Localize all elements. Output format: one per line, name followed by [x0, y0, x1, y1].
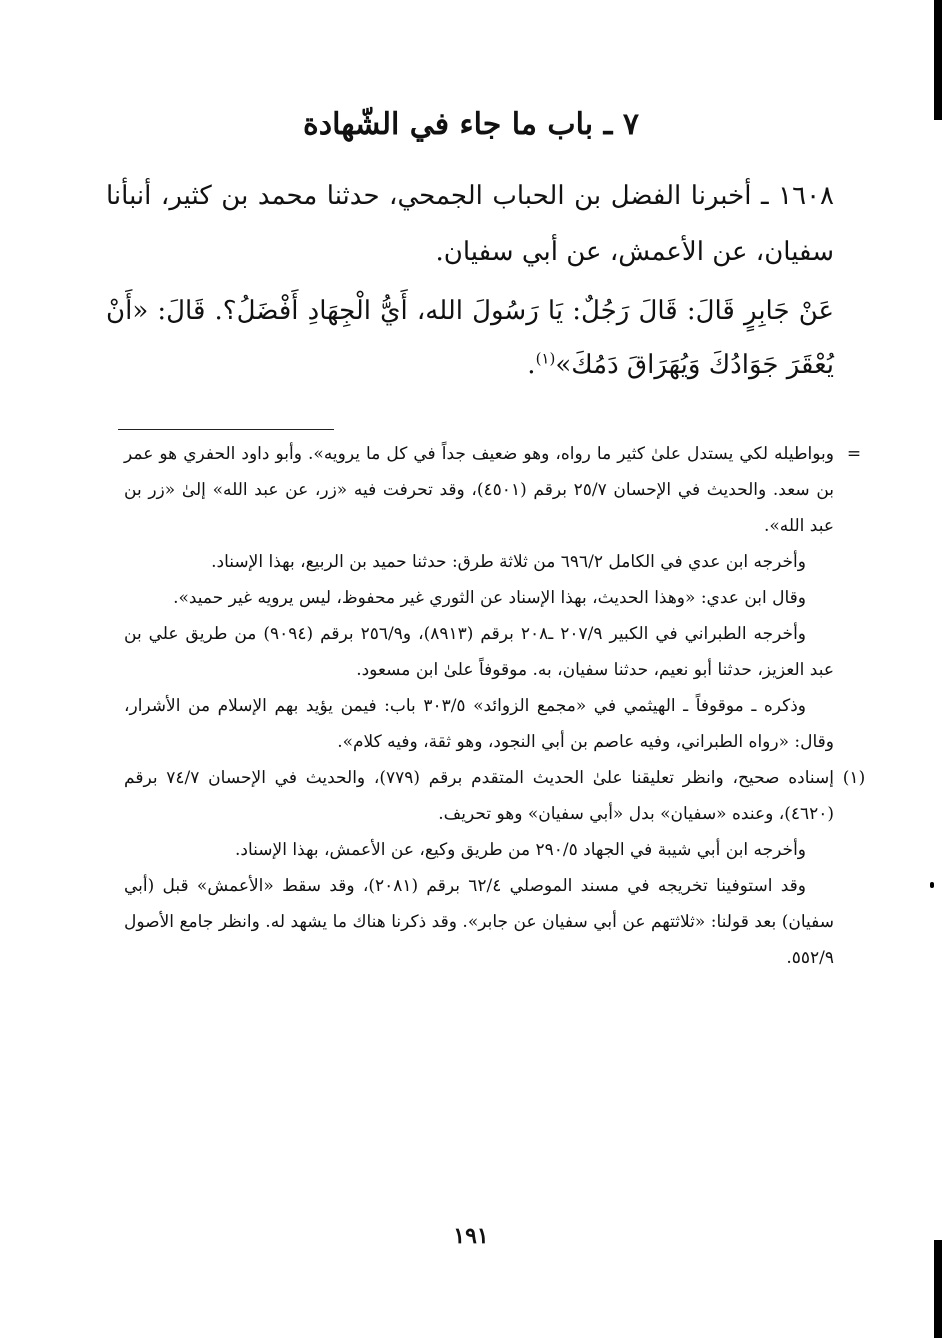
footnote-text: وبواطيله لكي يستدل علىٰ كثير ما رواه، وهو ضعيف جداً في كل ما يرويه». وأبو داود الحفري هو عمر بن سعد. والحديث في الإحسان ٢٥/٧ برقم (٤٥٠١)، وقد تحرفت فيه «زر، عن عبد الله» إلىٰ «زر بن عبد الله». [124, 444, 835, 536]
page-number: ١٩١ [453, 1223, 489, 1249]
hadith-matn-paragraph [106, 284, 834, 392]
footnote-paragraph [124, 616, 834, 688]
footnotes [124, 436, 866, 976]
footnote-text: وأخرجه ابن عدي في الكامل ٦٩٦/٢ من ثلاثة طرق: حدثنا حميد بن الربيع، بهذا الإسناد. [211, 552, 806, 572]
footnote-separator [118, 429, 334, 430]
scan-edge-mark-top [934, 0, 942, 120]
footnote-text: إسناده صحيح، وانظر تعليقنا علىٰ الحديث المتقدم برقم (٧٧٩)، والحديث في الإحسان ٧٤/٧ برقم (٤٦٢٠)، وعنده «سفيان» بدل «أبي سفيان» وهو تحريف. [124, 768, 834, 824]
footnote-paragraph [124, 832, 834, 868]
hadith-matn: عَنْ جَابِرٍ قَالَ: قَالَ رَجُلٌ: يَا رَسُولَ الله، أَيُّ الْجِهَادِ أَفْضَلُ؟. قَالَ: «أَنْ يُعْقَرَ جَوَادُكَ وَيُهَرَاقَ دَمُكَ» [106, 296, 834, 380]
footnote-text: وذكره ـ موقوفاً ـ الهيثمي في «مجمع الزوائد» ٣٠٣/٥ باب: فيمن يؤيد بهم الإسلام من الأشرار، وقال: «رواه الطبراني، وفيه عاصم بن أبي النجود، وهو ثقة، وفيه كلام». [124, 696, 834, 752]
footnote-label: (١) [842, 768, 866, 788]
chapter-title: ٧ ـ باب ما جاء في الشّهادة [303, 107, 639, 142]
footnote-paragraph [124, 544, 834, 580]
footnote-paragraph [124, 868, 834, 976]
footnote-reference: (١) [535, 349, 556, 368]
footnote-paragraph [124, 688, 834, 760]
scan-edge-mark-bottom [934, 1240, 942, 1338]
footnote-text: وقد استوفينا تخريجه في مسند الموصلي ٦٢/٤ برقم (٢٠٨١)، وقد سقط «الأعمش» قبل (أبي سفيان) بعد قولنا: «ثلاثتهم عن أبي سفيان عن جابر». وقد ذكرنا هناك ما يشهد له. وانظر جامع الأصول ٥٥٢/٩. [124, 876, 834, 968]
footnote-text: وأخرجه ابن أبي شيبة في الجهاد ٢٩٠/٥ من طريق وكيع، عن الأعمش، بهذا الإسناد. [235, 840, 806, 860]
footnote-1 [124, 760, 866, 832]
scan-edge-dot [930, 882, 934, 888]
footnote-text: وقال ابن عدي: «وهذا الحديث، بهذا الإسناد عن الثوري غير محفوظ، ليس يرويه غير حميد». [173, 588, 806, 608]
footnote-text: وأخرجه الطبراني في الكبير ٢٠٧/٩ ـ٢٠٨ برقم (٨٩١٣)، و٢٥٦/٩ برقم (٩٠٩٤) من طريق علي بن عبد العزيز، حدثنا أبو نعيم، حدثنا سفيان، به. موقوفاً علىٰ ابن مسعود. [124, 624, 834, 680]
footnote-paragraph [124, 580, 834, 616]
hadith-isnad: ١٦٠٨ ـ أخبرنا الفضل بن الحباب الجمحي، حدثنا محمد بن كثير، أنبأنا سفيان، عن الأعمش، عن أبي سفيان. [106, 181, 834, 267]
hadith-end-punctuation: . [527, 350, 536, 380]
hadith-block [106, 168, 834, 392]
footnote-label: = [846, 444, 862, 464]
footnote-continuation [124, 436, 862, 544]
